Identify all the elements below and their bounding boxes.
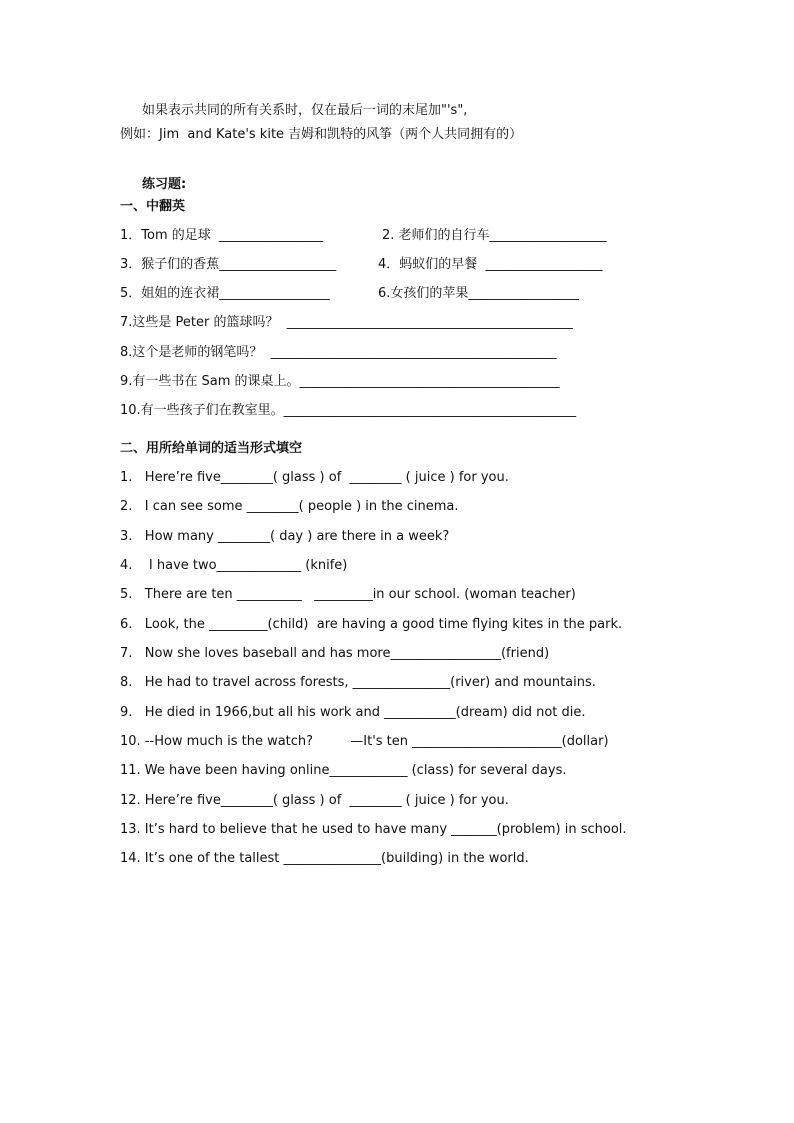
s2-item-2: 2. I can see some ________( people ) in the cinema.	[120, 499, 459, 514]
s2-item-6: 6. Look, the _________(child) are having a good time flying kites in the park.	[120, 617, 623, 632]
intro-line-2: 例如：Jim and Kate's kite 吉姆和凯特的风筝（两个人共同拥有的）	[120, 127, 523, 142]
s2-item-1: 1. Here’re five________( glass ) of ________ ( juice ) for you.	[120, 470, 509, 485]
s2-item-14: 14. It’s one of the tallest _______________(building) in the world.	[120, 851, 529, 866]
s2-item-11: 11. We have been having online____________ (class) for several days.	[120, 763, 567, 778]
s2-item-12: 12. Here’re five________( glass ) of ________ ( juice ) for you.	[120, 793, 509, 808]
s2-item-3: 3. How many ________( day ) are there in a week?	[120, 529, 450, 544]
s1-question-3: 3．猴子们的香蕉__________________	[120, 257, 337, 272]
s2-item-13: 13. It’s hard to believe that he used to have many _______(problem) in school.	[120, 822, 627, 837]
s1-question-6: 6.女孩们的苹果_________________	[378, 286, 579, 301]
s2-item-7: 7. Now she loves baseball and has more_________________(friend)	[120, 646, 550, 661]
s2-item-5: 5. There are ten __________ _________in our school. (woman teacher)	[120, 587, 576, 602]
s1-question-5: 5．姐姐的连衣裙_________________	[120, 286, 330, 301]
s1-question-9: 9.有一些书在 Sam 的课桌上。________________________________________	[120, 374, 560, 389]
s2-item-10: 10. --How much is the watch? —It's ten _______________________(dollar)	[120, 734, 609, 749]
s1-question-4: 4．蚂蚁们的早餐 __________________	[378, 257, 603, 272]
s1-question-1: 1．Tom 的足球 ________________	[120, 228, 324, 243]
section1-heading: 一、中翻英	[120, 199, 186, 214]
s1-question-10: 10.有一些孩子们在教室里。_____________________________________________	[120, 403, 577, 418]
exercises-title: 练习题:	[142, 177, 187, 192]
s1-question-8: 8.这个是老师的钢笔吗？ ____________________________________________	[120, 345, 557, 360]
s2-item-9: 9. He died in 1966,but all his work and ___________(dream) did not die.	[120, 705, 586, 720]
s1-question-7: 7.这些是 Peter 的篮球吗？ ____________________________________________	[120, 315, 573, 330]
intro-line-1: 如果表示共同的所有关系时，仅在最后一词的末尾加"'s",	[142, 103, 468, 118]
s2-item-4: 4. I have two_____________ (knife)	[120, 558, 348, 573]
s1-question-2: 2. 老师们的自行车__________________	[382, 228, 607, 243]
s2-item-8: 8. He had to travel across forests, _______________(river) and mountains.	[120, 675, 596, 690]
section2-heading: 二、用所给单词的适当形式填空	[120, 441, 303, 456]
